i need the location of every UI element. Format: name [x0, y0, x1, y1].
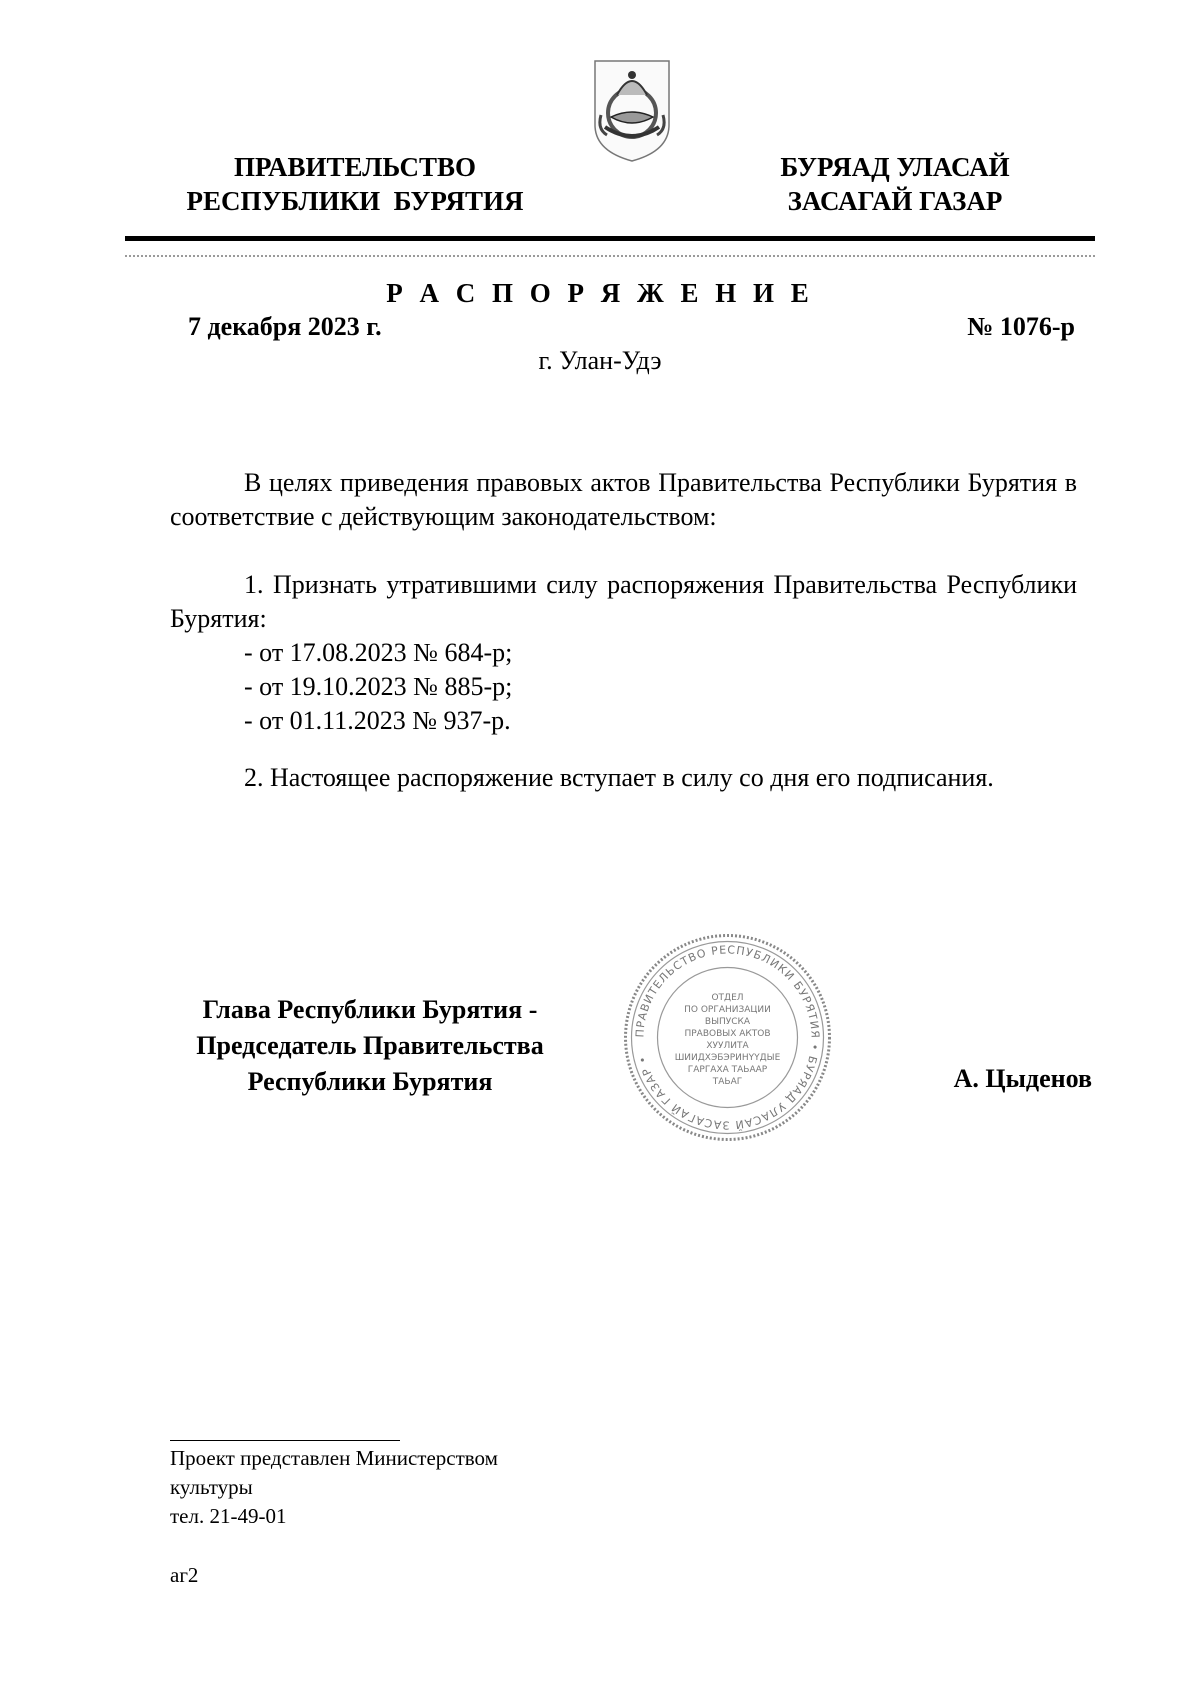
footer-line2: культуры — [170, 1475, 253, 1499]
stamp-center-line: ПО ОРГАНИЗАЦИИ — [684, 1005, 771, 1015]
item-2-paragraph: 2. Настоящее распоряжение вступает в силу со дня его подписания. — [244, 763, 994, 792]
document-city: г. Улан-Удэ — [538, 346, 662, 375]
stamp-outer-text: ПРАВИТЕЛЬСТВО РЕСПУБЛИКИ БУРЯТИЯ • БУРЯАД УЛАСАЙ ЗАСАГАЙ ГАЗАР • — [633, 943, 822, 1132]
coat-of-arms-icon — [587, 55, 677, 170]
document-number: № 1076-р — [967, 312, 1075, 341]
stamp-center-line: ПРАВОВЫХ АКТОВ — [684, 1029, 771, 1039]
stamp-center-line: ШИИДХЭБЭРИНҮҮДЫЕ — [674, 1053, 781, 1063]
footer-line3: тел. 21-49-01 — [170, 1504, 287, 1528]
footer-divider — [170, 1440, 400, 1441]
header-right — [735, 150, 1055, 218]
header-right-line1: БУРЯАД УЛАСАЙ — [780, 152, 1010, 182]
header-left-line1: ПРАВИТЕЛЬСТВО — [233, 152, 477, 182]
repealed-list — [244, 636, 512, 738]
list-item: - от 19.10.2023 № 885-р; — [244, 672, 513, 701]
stamp-center-line: ВЫПУСКА — [704, 1017, 751, 1027]
header-divider-thin — [125, 255, 1095, 257]
footer-line1: Проект представлен Министерством — [170, 1446, 498, 1470]
signatory-title-line2: Председатель Правительства — [196, 1031, 544, 1060]
signatory-title — [170, 992, 570, 1100]
list-item: - от 01.11.2023 № 937-р. — [244, 706, 511, 735]
footer-note — [170, 1444, 498, 1531]
header-left-line2: РЕСПУБЛИКИ БУРЯТИЯ — [186, 186, 524, 216]
stamp-center-line: ТАЬАГ — [712, 1077, 743, 1087]
document-code: аг2 — [170, 1563, 199, 1587]
document-date: 7 декабря 2023 г. — [188, 312, 382, 341]
signatory-title-line1: Глава Республики Бурятия - — [202, 995, 538, 1024]
header-right-line2: ЗАСАГАЙ ГАЗАР — [787, 186, 1003, 216]
signatory-name: А. Цыденов — [953, 1064, 1092, 1093]
list-item: - от 17.08.2023 № 684-р; — [244, 638, 513, 667]
stamp-center-line: ХУУЛИТА — [706, 1041, 749, 1051]
item-1-paragraph: 1. Признать утратившими силу распоряжения Правительства Республики Бурятия: — [170, 570, 1077, 633]
official-stamp — [620, 930, 835, 1150]
document-type: Р А С П О Р Я Ж Е Н И Е — [386, 278, 814, 308]
header-divider-thick — [125, 236, 1095, 241]
stamp-center-line: ГАРГАХА ТАЬААР — [687, 1065, 768, 1075]
header-left — [165, 150, 545, 218]
signatory-title-line3: Республики Бурятия — [247, 1067, 493, 1096]
intro-paragraph: В целях приведения правовых актов Правительства Республики Бурятия в соответствие с действующим законодательством: — [170, 468, 1077, 531]
stamp-center-line: ОТДЕЛ — [711, 993, 744, 1003]
